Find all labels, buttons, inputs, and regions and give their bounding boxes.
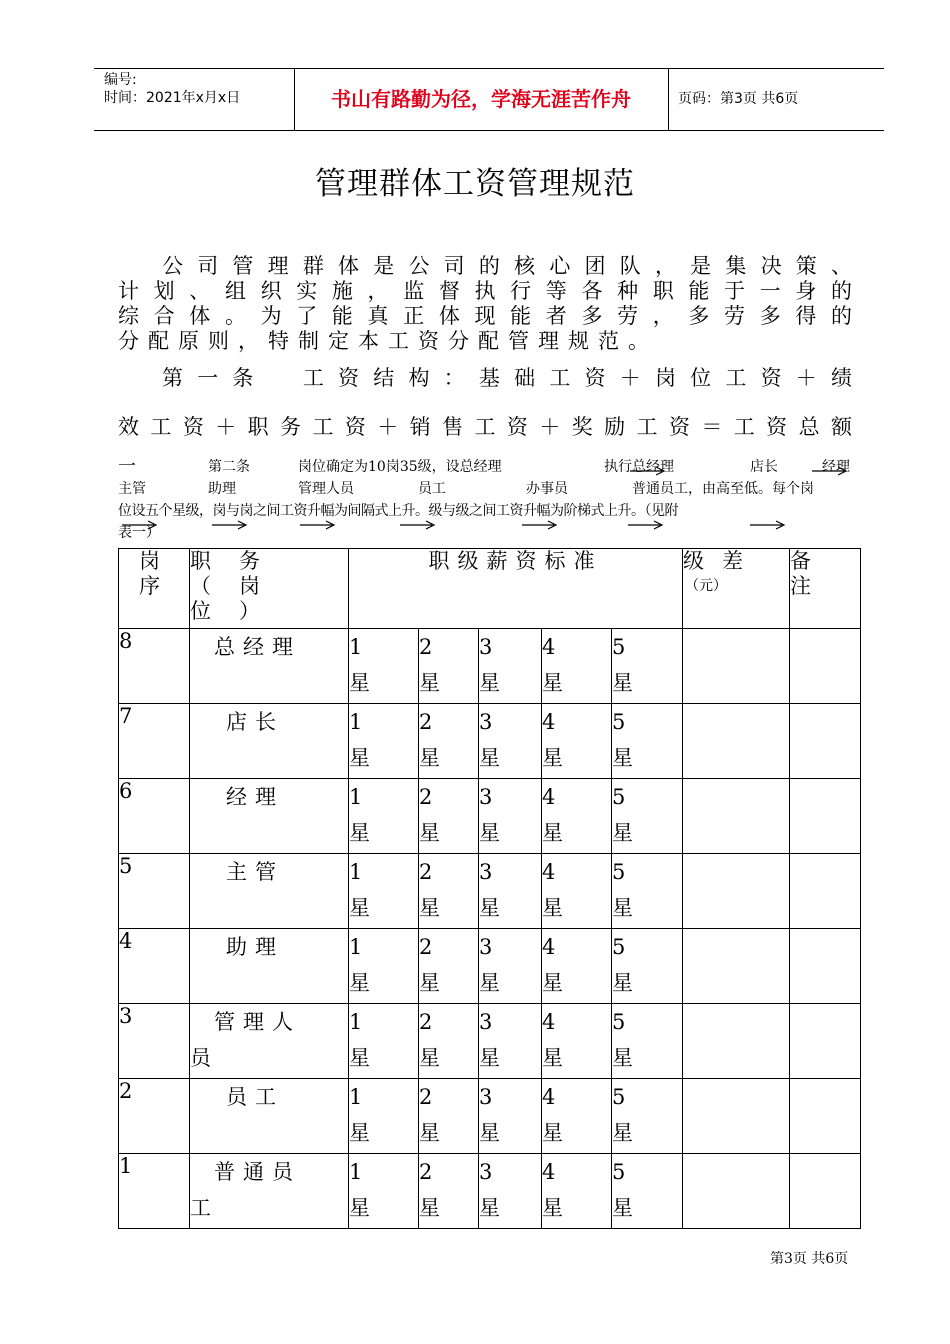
row-star-level: 1星 [349,1154,419,1229]
document-time: 时间：2021年x月x日 [104,90,241,106]
row-star-level: 2星 [419,779,479,854]
header-page-info: 页码：第3页 共6页 [678,91,799,107]
article2-tail: 普通员工，由高至低。每个岗 [632,481,814,497]
table-row [119,854,861,929]
table-row [119,1004,861,1079]
table-row [119,929,861,1004]
header-salary-standard: 职级薪资标准 [349,549,683,629]
row-star-level: 3星 [479,779,542,854]
header-seq: 岗序 [119,549,190,629]
row-star-level: 4星 [542,779,612,854]
intro-line: 分配原则，特制定本工资分配管理规范。 [118,329,658,353]
row-grade-diff [683,629,790,704]
row-star-level: 4星 [542,1004,612,1079]
salary-grade-table [118,548,861,1229]
row-star-level: 5星 [612,704,683,779]
header-meta [104,71,294,107]
position-item: 管理人员 [298,481,354,497]
position-item: 执行总经理 [604,459,674,475]
row-star-level: 2星 [419,1154,479,1229]
row-grade-diff [683,929,790,1004]
row-note [790,779,861,854]
row-note [790,1079,861,1154]
row-star-level: 2星 [419,929,479,1004]
row-star-level: 5星 [612,1004,683,1079]
position-item: 店长 [750,459,778,475]
row-star-level: 4星 [542,854,612,929]
row-position: 员工 [190,1079,349,1154]
table-row [119,1154,861,1229]
row-star-level: 1星 [349,704,419,779]
row-star-level: 1星 [349,1079,419,1154]
article2-line: 表一） [118,525,160,541]
position-item: 办事员 [526,481,568,497]
row-star-level: 3星 [479,1079,542,1154]
row-grade-diff [683,1154,790,1229]
row-position: 经理 [190,779,349,854]
header-motto: 书山有路勤为径，学海无涯苦作舟 [331,87,631,111]
row-grade-diff [683,1004,790,1079]
intro-line: 计划、组织实施，监督执行等各种职能于一身的 [118,279,858,303]
row-seq: 7 [119,704,190,779]
intro-line: 综合体。为了能真正体现能者多劳，多劳多得的 [118,304,858,328]
arrow-icon [750,520,786,530]
article1-line: 效工资＋职务工资＋销售工资＋奖励工资＝工资总额 [118,415,858,439]
table-header-row [119,549,861,629]
arrow-icon [522,520,558,530]
row-note [790,1154,861,1229]
row-seq: 8 [119,629,190,704]
arrow-icon [122,520,158,530]
row-star-level: 1星 [349,854,419,929]
row-note [790,704,861,779]
row-seq: 4 [119,929,190,1004]
page-title: 管理群体工资管理规范 [315,166,635,202]
row-star-level: 2星 [419,854,479,929]
document-number-label: 编号: [104,72,137,88]
arrow-icon [300,520,336,530]
row-star-level: 3星 [479,1004,542,1079]
arrow-icon [630,466,666,476]
row-star-level: 5星 [612,1079,683,1154]
position-item: 员工 [418,481,446,497]
header-grade-diff: 级差 （元） [683,549,790,629]
row-grade-diff [683,704,790,779]
table-row [119,1079,861,1154]
row-seq: 3 [119,1004,190,1079]
row-position: 助理 [190,929,349,1004]
article2-text: 岗位确定为10岗35级，设总经理 [298,459,502,475]
row-star-level: 1星 [349,779,419,854]
row-star-level: 2星 [419,1004,479,1079]
article2-line: 位设五个星级，岗与岗之间工资升幅为间隔式上升。级与级之间工资升幅为阶梯式上升。（见附 [118,503,678,519]
row-star-level: 2星 [419,1079,479,1154]
row-star-level: 3星 [479,929,542,1004]
row-grade-diff [683,1079,790,1154]
arrow-icon [812,466,848,476]
position-item: 主管 [118,481,146,497]
row-star-level: 3星 [479,854,542,929]
article1-line: 第一条 工资结构：基础工资＋岗位工资＋绩 [162,366,858,390]
table-row [119,629,861,704]
row-grade-diff [683,854,790,929]
page-footer: 第3页 共6页 [770,1251,849,1267]
row-grade-diff [683,779,790,854]
row-star-level: 5星 [612,854,683,929]
row-seq: 2 [119,1079,190,1154]
row-star-level: 5星 [612,1154,683,1229]
row-position: 管理人员 [190,1004,349,1079]
row-seq: 6 [119,779,190,854]
row-star-level: 3星 [479,629,542,704]
header-divider [668,69,669,130]
article2-dash: 一 [118,456,136,477]
row-position: 普通员工 [190,1154,349,1229]
header-position: 职务（岗位） [190,549,349,629]
table-row [119,704,861,779]
row-star-level: 4星 [542,1154,612,1229]
position-item: 助理 [208,481,236,497]
row-star-level: 5星 [612,779,683,854]
row-star-level: 4星 [542,929,612,1004]
row-note [790,854,861,929]
row-star-level: 2星 [419,629,479,704]
row-star-level: 4星 [542,704,612,779]
row-position: 总经理 [190,629,349,704]
row-position: 店长 [190,704,349,779]
row-seq: 5 [119,854,190,929]
row-seq: 1 [119,1154,190,1229]
row-star-level: 3星 [479,1154,542,1229]
row-star-level: 1星 [349,1004,419,1079]
row-star-level: 1星 [349,629,419,704]
row-star-level: 2星 [419,704,479,779]
row-star-level: 4星 [542,1079,612,1154]
row-star-level: 5星 [612,929,683,1004]
arrow-icon [628,520,664,530]
position-item: 经理 [822,459,850,475]
row-star-level: 5星 [612,629,683,704]
row-star-level: 3星 [479,704,542,779]
page-header [94,68,884,131]
row-star-level: 1星 [349,929,419,1004]
arrow-icon [212,520,248,530]
row-position: 主管 [190,854,349,929]
row-note [790,1004,861,1079]
table-row [119,779,861,854]
header-note: 备注 [790,549,861,629]
row-star-level: 4星 [542,629,612,704]
article2-label: 第二条 [208,459,250,475]
arrow-icon [400,520,436,530]
row-note [790,929,861,1004]
row-note [790,629,861,704]
intro-line: 公司管理群体是公司的核心团队，是集决策、 [162,254,858,278]
